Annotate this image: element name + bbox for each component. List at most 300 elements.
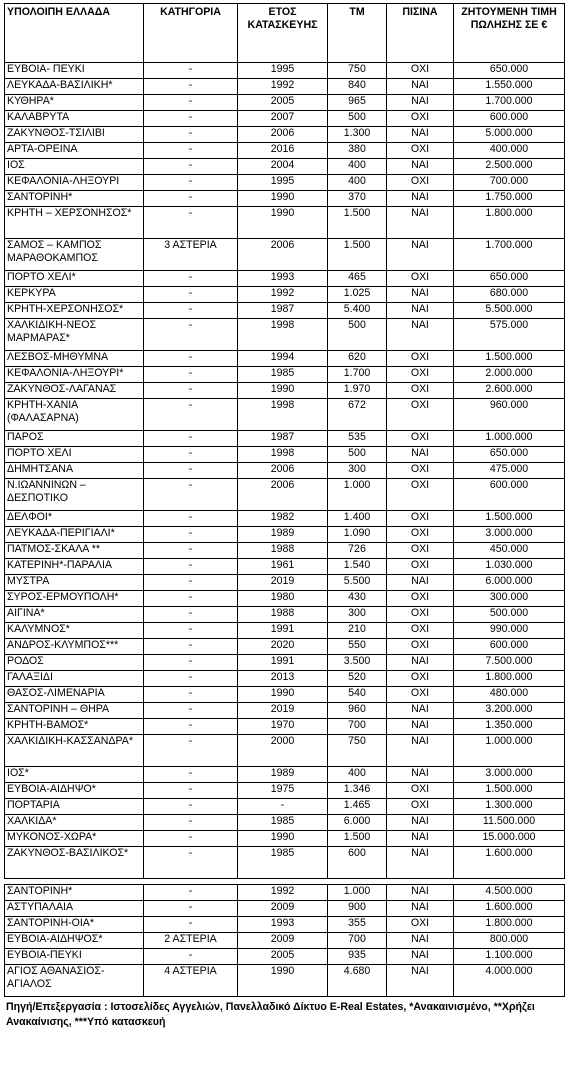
cell-category: - <box>144 623 238 639</box>
cell-pool: ΟΧΙ <box>387 463 454 479</box>
cell-sqm: 700 <box>328 719 387 735</box>
cell-region: ΚΥΘΗΡΑ* <box>5 95 144 111</box>
cell-pool: ΝΑΙ <box>387 933 454 949</box>
cell-sqm: 1.970 <box>328 383 387 399</box>
cell-sqm: 1.500 <box>328 831 387 847</box>
cell-category: - <box>144 127 238 143</box>
cell-year: 2000 <box>238 735 328 767</box>
cell-price: 3.200.000 <box>454 703 565 719</box>
cell-year: 2006 <box>238 127 328 143</box>
table-row <box>5 543 565 559</box>
cell-pool: ΟΧΙ <box>387 431 454 447</box>
cell-price: 1.700.000 <box>454 239 565 271</box>
cell-region: ΧΑΛΚΙΔΑ* <box>5 815 144 831</box>
cell-category: - <box>144 591 238 607</box>
cell-pool: ΟΧΙ <box>387 543 454 559</box>
cell-region: ΜΥΚΟΝΟΣ-ΧΩΡΑ* <box>5 831 144 847</box>
cell-region: ΣΑΝΤΟΡΙΝΗ* <box>5 885 144 901</box>
cell-category: - <box>144 735 238 767</box>
cell-price: 600.000 <box>454 479 565 511</box>
cell-year: 2005 <box>238 949 328 965</box>
cell-region: ΙΟΣ <box>5 159 144 175</box>
table-row <box>5 901 565 917</box>
table-row <box>5 783 565 799</box>
table-header-row <box>5 4 565 63</box>
cell-category: - <box>144 671 238 687</box>
table-row <box>5 687 565 703</box>
table-row <box>5 431 565 447</box>
cell-sqm: 900 <box>328 901 387 917</box>
cell-region: ΘΑΣΟΣ-ΛΙΜΕΝΑΡΙΑ <box>5 687 144 703</box>
cell-category: 2 ΑΣΤΕΡΙΑ <box>144 933 238 949</box>
table-row <box>5 351 565 367</box>
cell-pool: ΟΧΙ <box>387 111 454 127</box>
cell-pool: ΝΑΙ <box>387 831 454 847</box>
table-body-second <box>5 885 565 997</box>
cell-price: 1.550.000 <box>454 79 565 95</box>
cell-region: ΚΕΦΑΛΟΝΙΑ-ΛΗΞΟΥΡΙ* <box>5 367 144 383</box>
cell-region: ΣΑΝΤΟΡΙΝΗ – ΘΗΡΑ <box>5 703 144 719</box>
cell-year: 2006 <box>238 239 328 271</box>
cell-pool: ΟΧΙ <box>387 639 454 655</box>
cell-sqm: 400 <box>328 767 387 783</box>
cell-price: 400.000 <box>454 143 565 159</box>
cell-region: ΛΕΣΒΟΣ-ΜΗΘΥΜΝΑ <box>5 351 144 367</box>
cell-price: 500.000 <box>454 607 565 623</box>
cell-pool: ΝΑΙ <box>387 303 454 319</box>
cell-category: - <box>144 367 238 383</box>
cell-pool: ΝΑΙ <box>387 239 454 271</box>
cell-pool: ΟΧΙ <box>387 479 454 511</box>
cell-category: - <box>144 949 238 965</box>
cell-region: ΣΑΜΟΣ – ΚΑΜΠΟΣ ΜΑΡΑΘΟΚΑΜΠΟΣ <box>5 239 144 271</box>
cell-sqm: 300 <box>328 463 387 479</box>
cell-category: - <box>144 831 238 847</box>
cell-price: 1.600.000 <box>454 847 565 879</box>
cell-pool: ΟΧΙ <box>387 351 454 367</box>
table-row <box>5 885 565 901</box>
cell-year: 2020 <box>238 639 328 655</box>
cell-year: 1985 <box>238 847 328 879</box>
cell-region: ΛΕΥΚΑΔΑ-ΠΕΡΙΓΙΑΛΙ* <box>5 527 144 543</box>
cell-sqm: 726 <box>328 543 387 559</box>
cell-year: 2019 <box>238 703 328 719</box>
cell-price: 1.750.000 <box>454 191 565 207</box>
cell-category: - <box>144 143 238 159</box>
cell-year: 2007 <box>238 111 328 127</box>
cell-pool: ΝΑΙ <box>387 719 454 735</box>
table-row <box>5 271 565 287</box>
cell-pool: ΝΑΙ <box>387 655 454 671</box>
table-row <box>5 79 565 95</box>
cell-sqm: 520 <box>328 671 387 687</box>
table-row <box>5 607 565 623</box>
cell-pool: ΟΧΙ <box>387 63 454 79</box>
cell-region: ΠΟΡΤΑΡΙΑ <box>5 799 144 815</box>
table-row <box>5 965 565 997</box>
cell-pool: ΟΧΙ <box>387 917 454 933</box>
cell-sqm: 3.500 <box>328 655 387 671</box>
table-row <box>5 63 565 79</box>
cell-pool: ΝΑΙ <box>387 847 454 879</box>
cell-sqm: 380 <box>328 143 387 159</box>
cell-price: 4.000.000 <box>454 965 565 997</box>
cell-region: ΣΑΝΤΟΡΙΝΗ* <box>5 191 144 207</box>
cell-sqm: 500 <box>328 111 387 127</box>
cell-price: 600.000 <box>454 639 565 655</box>
cell-year: 2019 <box>238 575 328 591</box>
cell-year: 1995 <box>238 175 328 191</box>
cell-year: 1988 <box>238 607 328 623</box>
cell-price: 6.000.000 <box>454 575 565 591</box>
cell-pool: ΝΑΙ <box>387 95 454 111</box>
cell-price: 1.500.000 <box>454 511 565 527</box>
cell-pool: ΝΑΙ <box>387 767 454 783</box>
cell-price: 680.000 <box>454 287 565 303</box>
cell-region: ΚΡΗΤΗ-ΧΕΡΣΟΝΗΣΟΣ* <box>5 303 144 319</box>
cell-region: ΑΝΔΡΟΣ-ΚΛΥΜΠΟΣ*** <box>5 639 144 655</box>
cell-region: ΧΑΛΚΙΔΙΚΗ-ΚΑΣΣΑΝΔΡΑ* <box>5 735 144 767</box>
cell-pool: ΟΧΙ <box>387 511 454 527</box>
cell-price: 990.000 <box>454 623 565 639</box>
cell-price: 1.300.000 <box>454 799 565 815</box>
cell-year: 1985 <box>238 815 328 831</box>
table-row <box>5 239 565 271</box>
document-page <box>4 3 564 1030</box>
cell-sqm: 1.700 <box>328 367 387 383</box>
cell-price: 5.000.000 <box>454 127 565 143</box>
cell-region: ΖΑΚΥΝΘΟΣ-ΤΣΙΛΙΒΙ <box>5 127 144 143</box>
cell-region: ΠΑΡΟΣ <box>5 431 144 447</box>
cell-pool: ΟΧΙ <box>387 367 454 383</box>
cell-year: - <box>238 799 328 815</box>
cell-year: 2013 <box>238 671 328 687</box>
cell-price: 960.000 <box>454 399 565 431</box>
cell-category: - <box>144 351 238 367</box>
cell-sqm: 300 <box>328 607 387 623</box>
cell-year: 2006 <box>238 463 328 479</box>
cell-region: ΠΟΡΤΟ ΧΕΛΙ <box>5 447 144 463</box>
table-row <box>5 917 565 933</box>
cell-region: ΠΑΤΜΟΣ-ΣΚΑΛΑ ** <box>5 543 144 559</box>
cell-price: 2.600.000 <box>454 383 565 399</box>
cell-year: 1992 <box>238 79 328 95</box>
table-row <box>5 303 565 319</box>
cell-region: ΖΑΚΥΝΘΟΣ-ΒΑΣΙΛΙΚΟΣ* <box>5 847 144 879</box>
cell-price: 1.000.000 <box>454 735 565 767</box>
cell-category: - <box>144 95 238 111</box>
cell-category: - <box>144 399 238 431</box>
cell-price: 575.000 <box>454 319 565 351</box>
cell-pool: ΟΧΙ <box>387 527 454 543</box>
cell-pool: ΟΧΙ <box>387 591 454 607</box>
cell-price: 650.000 <box>454 447 565 463</box>
cell-year: 1990 <box>238 191 328 207</box>
table-row <box>5 559 565 575</box>
cell-price: 1.800.000 <box>454 207 565 239</box>
cell-sqm: 5.400 <box>328 303 387 319</box>
cell-price: 650.000 <box>454 271 565 287</box>
cell-year: 2006 <box>238 479 328 511</box>
cell-category: - <box>144 655 238 671</box>
cell-sqm: 600 <box>328 847 387 879</box>
cell-region: ΚΕΦΑΛΟΝΙΑ-ΛΗΞΟΥΡΙ <box>5 175 144 191</box>
cell-sqm: 1.400 <box>328 511 387 527</box>
cell-region: ΔΗΜΗΤΣΑΝΑ <box>5 463 144 479</box>
header-square-meters: ΤΜ <box>328 4 387 63</box>
cell-region: ΑΡΤΑ-ΟΡΕΙΝΑ <box>5 143 144 159</box>
table-row <box>5 527 565 543</box>
cell-pool: ΝΑΙ <box>387 901 454 917</box>
cell-pool: ΝΑΙ <box>387 965 454 997</box>
cell-year: 1989 <box>238 527 328 543</box>
cell-price: 1.350.000 <box>454 719 565 735</box>
cell-sqm: 750 <box>328 735 387 767</box>
cell-category: - <box>144 303 238 319</box>
cell-region: Ν.ΙΩΑΝΝΙΝΩΝ – ΔΕΣΠΟΤΙΚΟ <box>5 479 144 511</box>
cell-year: 2009 <box>238 901 328 917</box>
cell-year: 1985 <box>238 367 328 383</box>
cell-category: - <box>144 917 238 933</box>
property-table <box>4 3 565 997</box>
cell-region: ΣΥΡΟΣ-ΕΡΜΟΥΠΟΛΗ* <box>5 591 144 607</box>
cell-price: 1.700.000 <box>454 95 565 111</box>
table-row <box>5 655 565 671</box>
cell-pool: ΝΑΙ <box>387 79 454 95</box>
cell-category: - <box>144 447 238 463</box>
cell-price: 300.000 <box>454 591 565 607</box>
cell-price: 800.000 <box>454 933 565 949</box>
table-row <box>5 831 565 847</box>
cell-year: 1989 <box>238 767 328 783</box>
cell-sqm: 535 <box>328 431 387 447</box>
cell-pool: ΝΑΙ <box>387 885 454 901</box>
cell-category: - <box>144 575 238 591</box>
cell-year: 2009 <box>238 933 328 949</box>
cell-region: ΚΕΡΚΥΡΑ <box>5 287 144 303</box>
table-row <box>5 575 565 591</box>
cell-sqm: 1.346 <box>328 783 387 799</box>
table-row <box>5 159 565 175</box>
cell-region: ΕΥΒΟΙΑ-ΑΙΔΗΨΟ* <box>5 783 144 799</box>
cell-category: 4 ΑΣΤΕΡΙΑ <box>144 965 238 997</box>
cell-region: ΛΕΥΚΑΔΑ-ΒΑΣΙΛΙΚΗ* <box>5 79 144 95</box>
cell-sqm: 1.000 <box>328 885 387 901</box>
cell-category: - <box>144 799 238 815</box>
cell-category: - <box>144 885 238 901</box>
cell-price: 5.500.000 <box>454 303 565 319</box>
cell-pool: ΟΧΙ <box>387 271 454 287</box>
cell-sqm: 430 <box>328 591 387 607</box>
cell-price: 3.000.000 <box>454 527 565 543</box>
cell-year: 1990 <box>238 965 328 997</box>
cell-category: - <box>144 687 238 703</box>
cell-price: 1.600.000 <box>454 901 565 917</box>
cell-region: ΧΑΛΚΙΔΙΚΗ-ΝΕΟΣ ΜΑΡΜΑΡΑΣ* <box>5 319 144 351</box>
table-row <box>5 191 565 207</box>
cell-pool: ΝΑΙ <box>387 287 454 303</box>
table-row <box>5 933 565 949</box>
cell-region: ΚΑΤΕΡΙΝΗ*-ΠΑΡΑΛΙΑ <box>5 559 144 575</box>
cell-sqm: 500 <box>328 319 387 351</box>
table-row <box>5 127 565 143</box>
table-row <box>5 399 565 431</box>
cell-sqm: 620 <box>328 351 387 367</box>
cell-sqm: 210 <box>328 623 387 639</box>
cell-year: 1982 <box>238 511 328 527</box>
cell-year: 1975 <box>238 783 328 799</box>
cell-category: - <box>144 543 238 559</box>
cell-region: ΕΥΒΟΙΑ- ΠΕΥΚΙ <box>5 63 144 79</box>
cell-sqm: 4.680 <box>328 965 387 997</box>
cell-pool: ΝΑΙ <box>387 207 454 239</box>
cell-pool: ΟΧΙ <box>387 143 454 159</box>
cell-pool: ΝΑΙ <box>387 575 454 591</box>
cell-pool: ΟΧΙ <box>387 671 454 687</box>
cell-sqm: 6.000 <box>328 815 387 831</box>
cell-price: 1.000.000 <box>454 431 565 447</box>
cell-sqm: 965 <box>328 95 387 111</box>
cell-region: ΚΡΗΤΗ – ΧΕΡΣΟΝΗΣΟΣ* <box>5 207 144 239</box>
cell-region: ΖΑΚΥΝΘΟΣ-ΛΑΓΑΝΑΣ <box>5 383 144 399</box>
cell-category: - <box>144 159 238 175</box>
cell-category: - <box>144 607 238 623</box>
cell-sqm: 355 <box>328 917 387 933</box>
table-row <box>5 207 565 239</box>
cell-pool: ΟΧΙ <box>387 559 454 575</box>
cell-pool: ΟΧΙ <box>387 783 454 799</box>
cell-price: 600.000 <box>454 111 565 127</box>
cell-region: ΡΟΔΟΣ <box>5 655 144 671</box>
table-row <box>5 143 565 159</box>
cell-year: 2005 <box>238 95 328 111</box>
cell-price: 2.000.000 <box>454 367 565 383</box>
cell-pool: ΟΧΙ <box>387 623 454 639</box>
cell-price: 700.000 <box>454 175 565 191</box>
cell-year: 1990 <box>238 207 328 239</box>
table-row <box>5 319 565 351</box>
cell-price: 2.500.000 <box>454 159 565 175</box>
cell-sqm: 1.500 <box>328 239 387 271</box>
cell-year: 1992 <box>238 885 328 901</box>
cell-region: ΚΑΛΥΜΝΟΣ* <box>5 623 144 639</box>
cell-sqm: 400 <box>328 159 387 175</box>
cell-year: 1970 <box>238 719 328 735</box>
cell-pool: ΝΑΙ <box>387 703 454 719</box>
cell-region: ΠΟΡΤΟ ΧΕΛΙ* <box>5 271 144 287</box>
table-row <box>5 623 565 639</box>
table-row <box>5 719 565 735</box>
table-row <box>5 703 565 719</box>
cell-region: ΕΥΒΟΙΑ-ΠΕΥΚΙ <box>5 949 144 965</box>
cell-region: ΚΡΗΤΗ-ΒΑΜΟΣ* <box>5 719 144 735</box>
table-row <box>5 383 565 399</box>
cell-price: 480.000 <box>454 687 565 703</box>
cell-pool: ΝΑΙ <box>387 191 454 207</box>
cell-sqm: 1.500 <box>328 207 387 239</box>
cell-category: - <box>144 767 238 783</box>
cell-sqm: 500 <box>328 447 387 463</box>
table-row <box>5 479 565 511</box>
cell-sqm: 672 <box>328 399 387 431</box>
cell-price: 11.500.000 <box>454 815 565 831</box>
cell-sqm: 840 <box>328 79 387 95</box>
cell-category: - <box>144 783 238 799</box>
cell-category: - <box>144 703 238 719</box>
cell-category: - <box>144 479 238 511</box>
cell-sqm: 540 <box>328 687 387 703</box>
cell-category: - <box>144 63 238 79</box>
cell-category: - <box>144 527 238 543</box>
header-year-built: ΕΤΟΣ ΚΑΤΑΣΚΕΥΗΣ <box>238 4 328 63</box>
cell-sqm: 700 <box>328 933 387 949</box>
cell-region: ΑΙΓΙΝΑ* <box>5 607 144 623</box>
cell-category: - <box>144 111 238 127</box>
table-row <box>5 639 565 655</box>
cell-category: - <box>144 319 238 351</box>
cell-price: 450.000 <box>454 543 565 559</box>
source-note: Πηγή/Επεξεργασία : Ιστοσελίδες Αγγελιών, Πανελλαδικό Δίκτυο E-Real Estates, *Ανακαινισμένο, **Χρήζει Ανακαίνισης, ***Υπό κατασκευή <box>6 1001 535 1028</box>
cell-year: 1993 <box>238 917 328 933</box>
cell-year: 1998 <box>238 319 328 351</box>
cell-sqm: 1.025 <box>328 287 387 303</box>
cell-category: - <box>144 901 238 917</box>
table-row <box>5 95 565 111</box>
cell-pool: ΝΑΙ <box>387 159 454 175</box>
cell-price: 1.800.000 <box>454 917 565 933</box>
cell-category: 3 ΑΣΤΕΡΙΑ <box>144 239 238 271</box>
cell-region: ΚΑΛΑΒΡΥΤΑ <box>5 111 144 127</box>
cell-year: 1995 <box>238 63 328 79</box>
cell-price: 1.100.000 <box>454 949 565 965</box>
table-row <box>5 463 565 479</box>
cell-region: ΚΡΗΤΗ-ΧΑΝΙΑ (ΦΑΛΑΣΑΡΝΑ) <box>5 399 144 431</box>
cell-year: 1998 <box>238 399 328 431</box>
table-row <box>5 847 565 879</box>
cell-sqm: 400 <box>328 175 387 191</box>
cell-year: 2016 <box>238 143 328 159</box>
cell-price: 1.030.000 <box>454 559 565 575</box>
cell-pool: ΝΑΙ <box>387 319 454 351</box>
table-row <box>5 591 565 607</box>
cell-year: 1990 <box>238 687 328 703</box>
cell-price: 650.000 <box>454 63 565 79</box>
cell-sqm: 465 <box>328 271 387 287</box>
cell-year: 1990 <box>238 831 328 847</box>
cell-category: - <box>144 207 238 239</box>
cell-pool: ΝΑΙ <box>387 127 454 143</box>
cell-pool: ΝΑΙ <box>387 447 454 463</box>
cell-year: 1990 <box>238 383 328 399</box>
cell-pool: ΝΑΙ <box>387 949 454 965</box>
cell-category: - <box>144 719 238 735</box>
cell-category: - <box>144 191 238 207</box>
cell-region: ΑΓΙΟΣ ΑΘΑΝΑΣΙΟΣ-ΑΓΙΑΛΟΣ <box>5 965 144 997</box>
cell-year: 1998 <box>238 447 328 463</box>
cell-category: - <box>144 79 238 95</box>
cell-price: 1.800.000 <box>454 671 565 687</box>
cell-sqm: 5.500 <box>328 575 387 591</box>
cell-price: 1.500.000 <box>454 351 565 367</box>
table-row <box>5 799 565 815</box>
header-asking-price: ΖΗΤΟΥΜΕΝΗ ΤΙΜΗ ΠΩΛΗΣΗΣ ΣΕ € <box>454 4 565 63</box>
cell-region: ΓΑΛΑΞΙΔΙ <box>5 671 144 687</box>
cell-region: ΑΣΤΥΠΑΛΑΙΑ <box>5 901 144 917</box>
cell-sqm: 1.540 <box>328 559 387 575</box>
cell-price: 15.000.000 <box>454 831 565 847</box>
cell-year: 2004 <box>238 159 328 175</box>
cell-year: 1992 <box>238 287 328 303</box>
